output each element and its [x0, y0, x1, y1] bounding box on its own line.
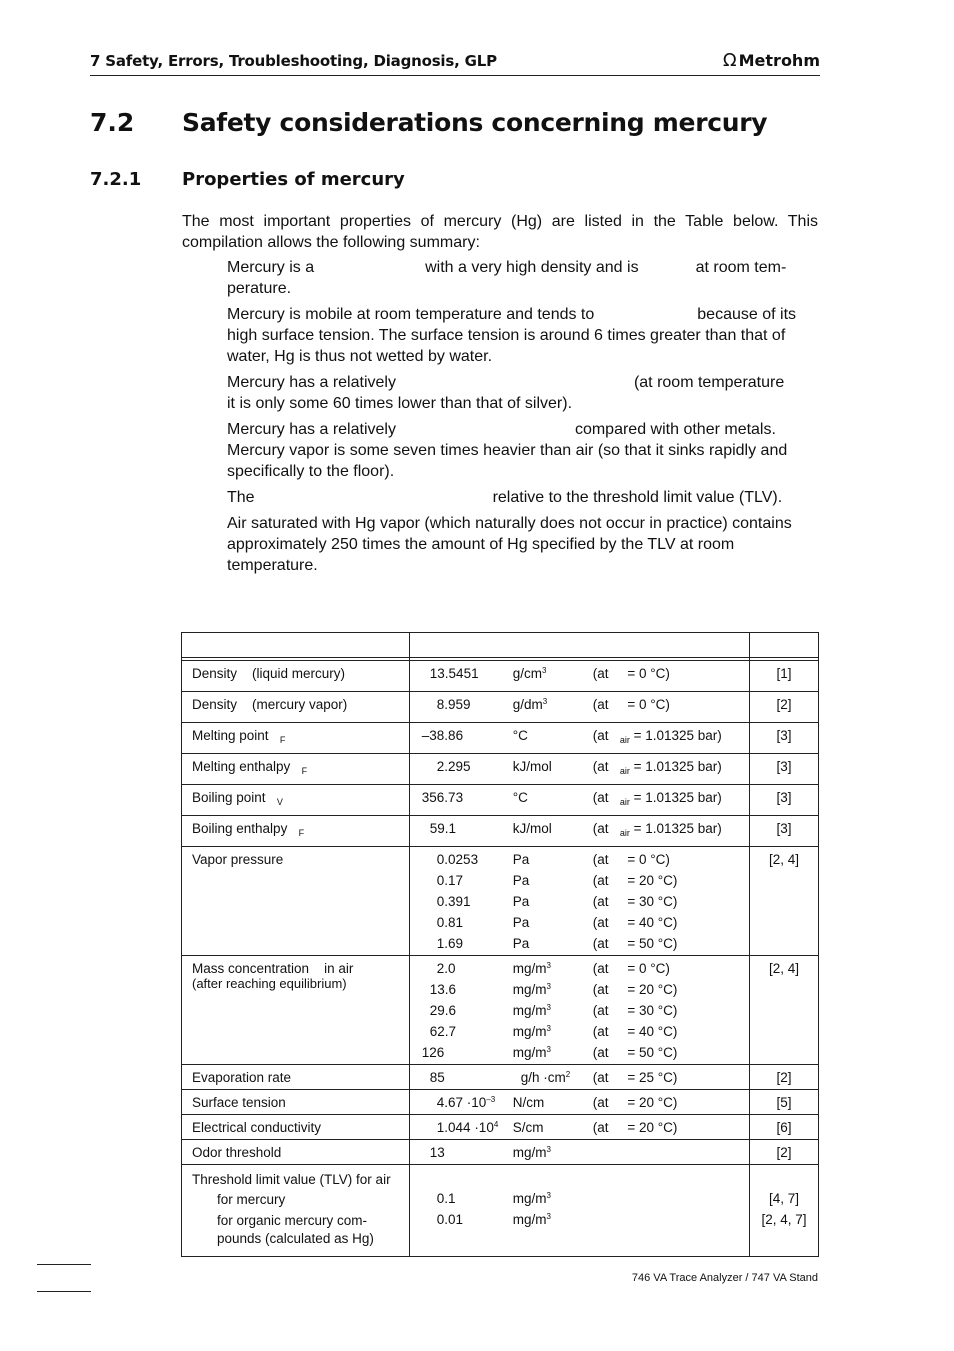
reference-cell: [6] [750, 1115, 819, 1140]
property-cell: Density (mercury vapor) [182, 692, 410, 723]
table-row [182, 1065, 819, 1090]
text-fragment: Mercury vapor is some seven times heavier than air (so that it sinks rapidly and specifically to the floor). [227, 442, 788, 480]
list-item [227, 372, 817, 414]
reference-cell: [2] [750, 1065, 819, 1090]
text-fragment: it is only some 60 times lower than that of silver). [227, 395, 573, 412]
table-header-cell [182, 633, 410, 658]
table-row [182, 816, 819, 847]
section-title: Safety considerations concerning mercury [182, 108, 768, 137]
list-item [227, 257, 817, 299]
text-fragment: because of [697, 306, 776, 323]
reference-cell: [2, 4] [750, 847, 819, 956]
property-cell: Vapor pressure [182, 847, 410, 956]
text-fragment: Mercury is a [227, 259, 315, 276]
property-cell: Odor threshold [182, 1140, 410, 1165]
reference-cell: [2, 4] [750, 956, 819, 1065]
summary-list [227, 257, 817, 581]
reference-cell: [3] [750, 785, 819, 816]
table-row [182, 754, 819, 785]
text-fragment: compared with other metals. [574, 421, 776, 438]
reference-cell: [5] [750, 1090, 819, 1115]
property-cell: Melting point $_F$ [182, 723, 410, 754]
reference-cell: [2] [750, 1140, 819, 1165]
table-header-cell [750, 633, 819, 658]
table-row [182, 723, 819, 754]
value-cell: 8.959 $g/dm^3$ (at = 0 °C) [409, 692, 749, 723]
reference-cell: [3] [750, 816, 819, 847]
logo-text: Metrohm [738, 51, 820, 70]
value-cell: 59.1 kJ/mol (at $_{air}$ = 1.01325 bar) [409, 816, 749, 847]
footer-rule [37, 1291, 91, 1292]
reference-cell: [3] [750, 754, 819, 785]
table-row [182, 1090, 819, 1115]
subsection-number: 7.2.1 [90, 169, 142, 190]
tlv-sublabel: pounds (calculated as Hg) [217, 1231, 374, 1246]
text-fragment: Mercury is mobile at room temperature and tends to [227, 306, 595, 323]
property-cell: Melting enthalpy $_F$ [182, 754, 410, 785]
property-cell: Boiling enthalpy $_F$ [182, 816, 410, 847]
value-cell: $1.044 \cdot 10^4$ S/cm (at = 20 °C) [409, 1115, 749, 1140]
value-cell: –38.86 °C (at $_{air}$ = 1.01325 bar) [409, 723, 749, 754]
footer-product-name: 746 VA Trace Analyzer / 747 VA Stand [631, 1272, 818, 1284]
tlv-label: Threshold limit value (TLV) for air [192, 1172, 391, 1187]
reference-cell: [1] [750, 661, 819, 692]
list-item [227, 419, 817, 482]
table-row [182, 847, 819, 956]
text-fragment: Mercury has a relatively [227, 374, 396, 391]
value-cell: 356.73 °C (at $_{air}$ = 1.01325 bar) [409, 785, 749, 816]
table-row [182, 692, 819, 723]
omega-logo-icon: Ω [722, 50, 737, 71]
text-fragment: with a very high density and is [425, 259, 639, 276]
property-cell: Evaporation rate [182, 1065, 410, 1090]
table-row [182, 1115, 819, 1140]
reference-cell: [4, 7] [2, 4, 7] [750, 1165, 819, 1257]
property-cell: Boiling point $_V$ [182, 785, 410, 816]
tlv-sublabel: for mercury [217, 1192, 286, 1207]
value-cell: 2.0 $mg/m^3$ (at = 0 °C) 13.6 $mg/m^3$ (at = 20 °C) 29.6 $mg/m^3$ (at = 30 °C) 62.7 $mg/m^3$ (at = 40 °C) 126 $mg/m^3$ (at = 50 °C) [409, 956, 749, 1065]
value-cell: 0.0253 Pa (at = 0 °C) 0.17 Pa (at = 20 °C) 0.391 Pa (at = 30 °C) 0.81 Pa (at = 40 °C) 1.69 Pa (at = 50 °C) [409, 847, 749, 956]
table-row [182, 661, 819, 692]
list-item [227, 487, 817, 508]
footer-rule [37, 1264, 91, 1265]
subsection-title: Properties of mercury [182, 169, 405, 190]
list-item [227, 513, 817, 576]
tlv-sublabel: for organic mercury com- [217, 1213, 368, 1228]
table-header-cell [409, 633, 749, 658]
reference-cell: [3] [750, 723, 819, 754]
text-fragment: The [227, 489, 255, 506]
text-fragment: its high surface tension. The surface tension is around 6 times greater than that of water, Hg is thus not wetted by water. [227, 306, 797, 365]
property-cell: Density (liquid mercury) [182, 661, 410, 692]
table-row-tlv [182, 1165, 819, 1257]
page-header [90, 50, 820, 76]
list-item [227, 304, 817, 367]
property-cell [182, 1165, 410, 1257]
value-cell: 2.295 kJ/mol (at $_{air}$ = 1.01325 bar) [409, 754, 749, 785]
table-row [182, 1140, 819, 1165]
value-cell: 13.5451 $g/cm^3$ (at = 0 °C) [409, 661, 749, 692]
text-fragment: (at room temperature [633, 374, 785, 391]
section-number: 7.2 [90, 108, 135, 137]
table-row [182, 956, 819, 1065]
property-cell: Mass concentration in air (after reaching equilibrium) [182, 956, 410, 1065]
mercury-properties-table [181, 632, 819, 1257]
text-fragment: at room tem- [695, 259, 787, 276]
value-cell: 13 $mg/m^3$ [409, 1140, 749, 1165]
text-fragment: perature. [227, 280, 292, 297]
value-cell: 0.1 $mg/m^3$ 0.01 $mg/m^3$ [409, 1165, 749, 1257]
value-cell: 85 $g/h \cdot cm^2$ (at = 25 °C) [409, 1065, 749, 1090]
header-section-title: 7 Safety, Errors, Troubleshooting, Diagnosis, GLP [90, 52, 497, 70]
reference-cell: [2] [750, 692, 819, 723]
property-cell: Surface tension [182, 1090, 410, 1115]
text-fragment: Mercury has a relatively [227, 421, 396, 438]
table-row [182, 785, 819, 816]
metrohm-logo [723, 50, 820, 71]
text-fragment: relative to the threshold limit value (TLV). [492, 489, 783, 506]
text-fragment: Air saturated with Hg vapor (which naturally does not occur in practice) contains approximately 250 times the amount of Hg specified by the TLV at room temperature. [227, 515, 792, 574]
table-header-row [182, 633, 819, 658]
intro-paragraph: The most important properties of mercury (Hg) are listed in the Table below. This compilation allows the following summary: [182, 213, 818, 251]
value-cell: $4.67 \cdot 10^{-3}$ N/cm (at = 20 °C) [409, 1090, 749, 1115]
property-cell: Electrical conductivity [182, 1115, 410, 1140]
